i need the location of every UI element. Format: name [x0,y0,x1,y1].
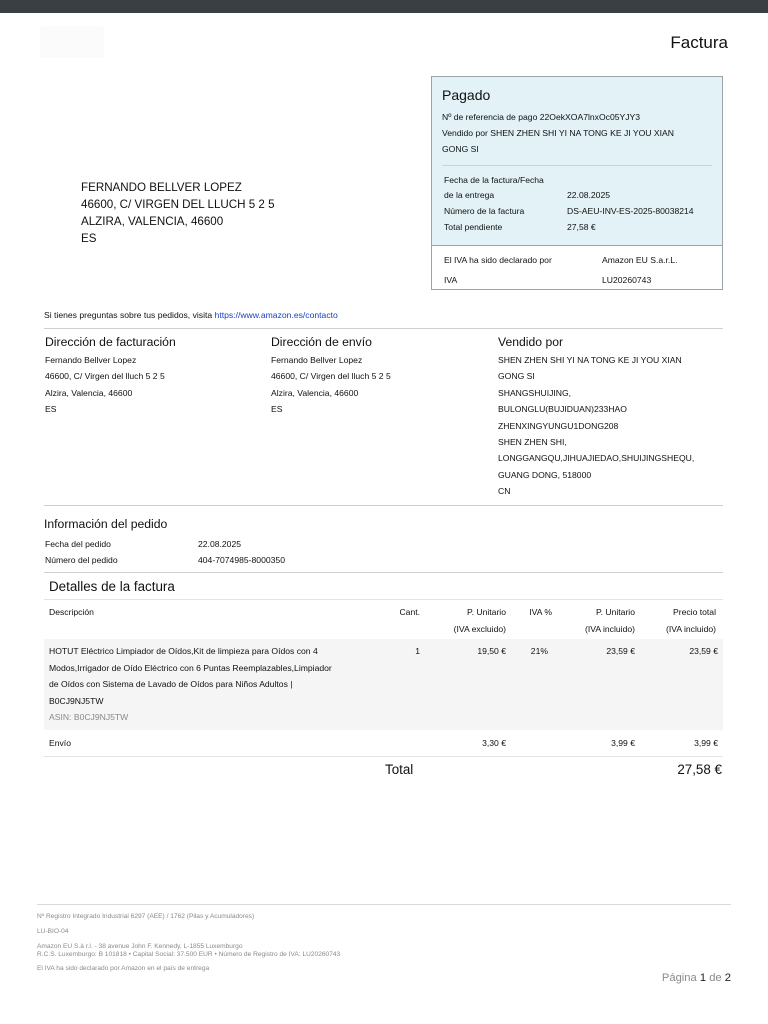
seller-line: CN [498,486,511,497]
item-description-line: de Oídos con Sistema de Lavado de Oídos para Niños Adultos | [49,679,293,689]
seller-line: GONG SI [498,371,535,382]
header-description: Descripción [49,607,94,617]
payment-seller-line-2: GONG SI [442,144,479,154]
logo-placeholder [40,26,104,58]
shipping-line: Alzira, Valencia, 46600 [271,387,359,398]
vat-declared-label-line-1: El IVA ha sido declarado por [444,255,552,265]
invoice-number-label: Número de la factura [444,206,525,216]
item-unit-incl: 23,59 € [606,646,635,656]
page-separator: de [709,972,722,984]
item-description-line: HOTUT Eléctrico Limpiador de Oídos,Kit de limpieza para Oídos con 4 [49,646,318,656]
order-number-label: Número del pedido [45,555,118,565]
shipping-title: Dirección de envío [271,335,372,349]
payment-status: Pagado [442,87,491,103]
header-unit-excl-line-2: (IVA excluido) [453,624,506,634]
footer-rcs: R.C.S. Luxemburgo: B 101818 • Capital Social: 37.500 EUR • Número de Registro de IVA: LU20260743 [37,951,341,958]
header-unit-excl [420,604,506,638]
order-info-title: Información del pedido [44,517,168,531]
customer-city: ALZIRA, VALENCIA, 46600 [81,215,224,228]
item-asin: ASIN: B0CJ9NJ5TW [49,712,129,722]
seller-line: ZHENXINGYUNGU1DONG208 [498,420,619,431]
footer-divider [37,904,731,905]
seller-line: BULONGLU(BUJIDUAN)233HAO [498,404,627,415]
item-unit-excl: 19,50 € [477,646,506,656]
header-total-line-1: Precio total [673,607,716,617]
header-qty: Cant. [399,607,420,617]
item-description-line: B0CJ9NJ5TW [49,695,104,706]
vat-number: LU20260743 [602,275,652,285]
payment-summary-panel [432,77,722,245]
customer-country: ES [81,232,97,245]
vat-entity-name: Amazon EU S.a.r.L. [602,255,678,265]
contact-link[interactable]: https://www.amazon.es/contacto [214,310,338,320]
vat-declared-label [444,250,552,290]
top-bar [0,0,768,13]
payment-reference-line: Nº de referencia de pago 22OekXOA7lnxOc05YJY3 [442,112,641,122]
questions-text: Si tienes preguntas sobre tus pedidos, visita [44,310,213,320]
shipping-line: 46600, C/ Virgen del lluch 5 2 5 [271,371,391,382]
divider [44,756,723,757]
item-total: 23,59 € [689,646,718,656]
billing-line: 46600, C/ Virgen del lluch 5 2 5 [45,371,165,382]
footer-company: Amazon EU S.à r.l. - 38 avenue John F. Kennedy, L-1855 Luxemburgo [37,943,243,950]
seller-line: SHEN ZHEN SHI YI NA TONG KE JI YOU XIAN [498,355,682,365]
page-number [662,972,731,984]
payment-reference [442,109,717,157]
divider [44,572,723,573]
payment-seller-line-1: Vendido por SHEN ZHEN SHI YI NA TONG KE JI YOU XIAN [442,128,674,138]
billing-line: Fernando Bellver Lopez [45,355,137,365]
header-vat: IVA % [529,607,552,617]
invoice-date-label-line-2: de la entrega [444,190,495,200]
shipping-row-label: Envío [49,738,71,748]
pending-total-value: 27,58 € [567,222,596,232]
item-description-line: Modos,Irrigador de Oído Eléctrico con 6 Puntas Reemplazables,Limpiador [49,662,332,673]
payment-summary-box [431,76,723,290]
billing-line: Alzira, Valencia, 46600 [45,387,133,398]
footer-bio: LU-BIO-04 [37,928,69,935]
billing-title: Dirección de facturación [45,335,176,349]
seller-title: Vendido por [498,335,564,349]
pending-total-label: Total pendiente [444,222,503,232]
seller-line: GUANG DONG, 518000 [498,469,592,480]
total-label: Total [385,762,414,777]
invoice-date: 22.08.2025 [567,190,611,200]
shipping-address [271,352,391,418]
divider [44,599,723,600]
footer-vat-note: El IVA ha sido declarado por Amazon en el país de entrega [37,965,210,972]
item-qty: 1 [415,646,420,656]
header-unit-incl [552,604,635,638]
details-title: Detalles de la factura [49,579,175,594]
invoice-date-label-line-1: Fecha de la factura/Fecha [444,175,544,185]
shipping-unit-excl: 3,30 € [482,738,506,748]
page-current: 1 [699,972,707,984]
shipping-line: ES [271,404,283,415]
order-date-label: Fecha del pedido [45,539,111,549]
header-total [635,604,716,638]
order-number: 404-7074985-8000350 [198,555,285,565]
total-value: 27,58 € [677,762,722,777]
customer-address [81,179,275,247]
billing-line: ES [45,404,57,415]
item-description [49,643,379,726]
header-total-line-2: (IVA incluido) [666,624,716,634]
customer-street: 46600, C/ VIRGEN DEL LLUCH 5 2 5 [81,198,275,211]
invoice-number: DS-AEU-INV-ES-2025-80038214 [567,206,694,216]
vat-declared-label-line-2: IVA [444,275,458,285]
page-prefix: Página [661,972,697,984]
header-unit-incl-line-2: (IVA incluido) [585,624,635,634]
divider [432,245,722,246]
divider [442,165,712,166]
seller-line: SHEN ZHEN SHI, [498,437,567,448]
divider [44,505,723,506]
shipping-line: Fernando Bellver Lopez [271,355,363,365]
footer-registry: Nº Registro Integrado Industrial 6297 (AEE) / 1762 (Pilas y Acumuladores) [37,913,255,920]
order-date: 22.08.2025 [198,539,242,549]
invoice-date-label [444,173,574,203]
seller-line: LONGGANGQU,JIHUAJIEDAO,SHUIJINGSHEQU, [498,453,695,464]
divider [44,328,723,329]
questions-note [44,310,338,320]
customer-name: FERNANDO BELLVER LOPEZ [81,181,242,194]
header-unit-excl-line-1: P. Unitario [466,607,506,617]
shipping-total: 3,99 € [694,738,718,748]
seller-line: SHANGSHUIJING, [498,387,572,398]
vat-entity [602,250,677,290]
page-total: 2 [724,972,731,984]
document-title: Factura [670,33,728,52]
header-unit-incl-line-1: P. Unitario [595,607,635,617]
item-vat: 21% [530,646,548,656]
shipping-unit-incl: 3,99 € [611,738,635,748]
billing-address [45,352,165,418]
seller-address [498,352,694,500]
